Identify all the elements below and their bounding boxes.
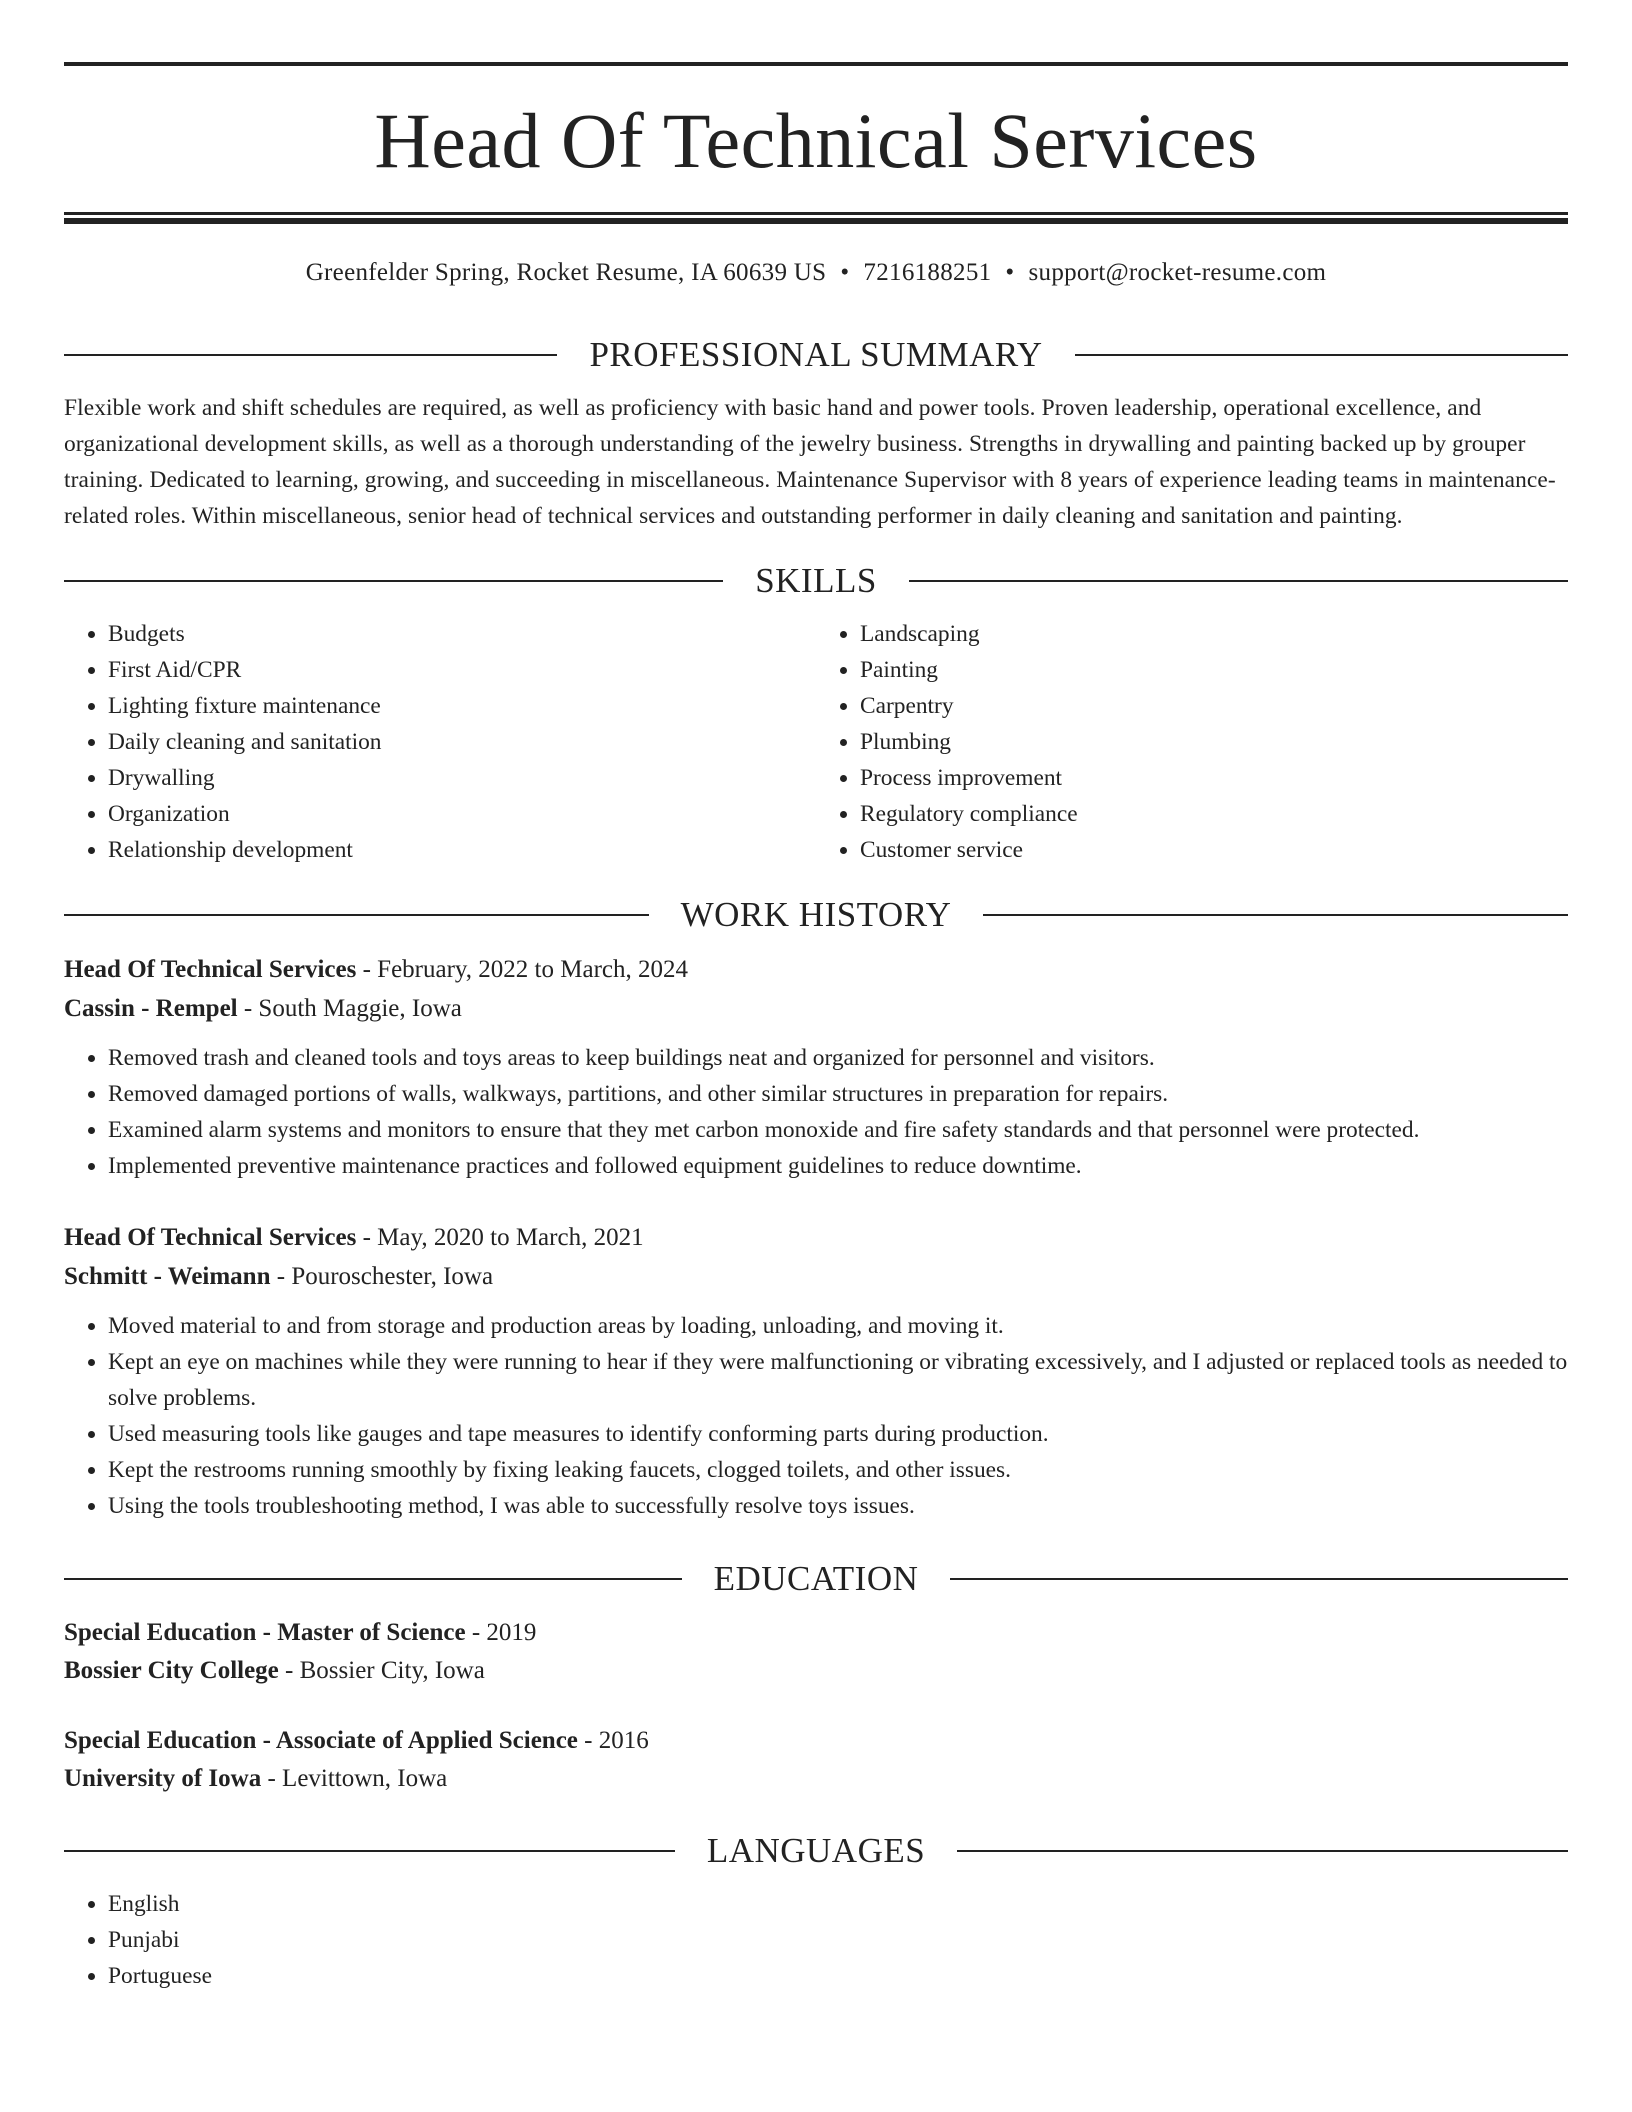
section-header-work [64, 894, 1568, 936]
section-rule-right [957, 1850, 1568, 1852]
language-item: • Portuguese [108, 1958, 1568, 1994]
skill-item: • Plumbing [860, 724, 1568, 760]
page-title: Head Of Technical Services [374, 97, 1258, 184]
top-rule [64, 62, 1568, 66]
job-title-line [64, 950, 1568, 989]
education-entry [64, 1722, 1568, 1798]
section-title-summary: PROFESSIONAL SUMMARY [589, 335, 1043, 374]
job-bullet: • Kept the restrooms running smoothly by fixing leaking faucets, clogged toilets, and other issues. [108, 1452, 1568, 1488]
contact-email: support@rocket-resume.com [1028, 259, 1327, 286]
skill-item: • Organization [108, 796, 816, 832]
education-entry [64, 1614, 1568, 1690]
header-double-rule [64, 212, 1568, 218]
education-school: Bossier City College [64, 1657, 279, 1684]
education-school: University of Iowa [64, 1765, 262, 1792]
job-dates: - February, 2022 to March, 2024 [356, 956, 688, 983]
education-degree-line [64, 1614, 1568, 1652]
section-rule-right [1075, 354, 1568, 356]
section-title-skills: SKILLS [755, 561, 877, 600]
job-company-line [64, 989, 1568, 1028]
languages-list [64, 1886, 1568, 1994]
job-bullet: • Kept an eye on machines while they were running to hear if they were malfunctioning or vibrating excessively, and I adjusted or replaced tools as needed to solve problems. [108, 1344, 1568, 1416]
job-company: Schmitt - Weimann [64, 1263, 271, 1290]
section-rule-right [983, 914, 1568, 916]
section-rule-right [950, 1578, 1568, 1580]
job-bullet: • Implemented preventive maintenance practices and followed equipment guidelines to reduce downtime. [108, 1148, 1568, 1184]
skill-item: • First Aid/CPR [108, 652, 816, 688]
contact-separator: • [1005, 259, 1015, 286]
education-location: - Bossier City, Iowa [278, 1657, 485, 1684]
job-company: Cassin - Rempel [64, 995, 238, 1022]
skill-item: • Lighting fixture maintenance [108, 688, 816, 724]
job-entry [64, 950, 1568, 1184]
contact-address: Greenfelder Spring, Rocket Resume, IA 60639 US [305, 259, 827, 286]
section-header-summary [64, 334, 1568, 376]
job-bullet: • Used measuring tools like gauges and tape measures to identify conforming parts during production. [108, 1416, 1568, 1452]
education-degree: Special Education - Master of Science [64, 1619, 466, 1646]
section-rule-left [64, 1850, 675, 1852]
section-rule-right [909, 580, 1568, 582]
skill-item: • Regulatory compliance [860, 796, 1568, 832]
section-rule-left [64, 354, 557, 356]
education-school-line [64, 1652, 1568, 1690]
job-bullet: • Moved material to and from storage and production areas by loading, unloading, and moving it. [108, 1308, 1568, 1344]
skills-list-left [64, 616, 816, 868]
skill-item: • Landscaping [860, 616, 1568, 652]
education-school-line [64, 1760, 1568, 1798]
education-year: - 2019 [465, 1619, 537, 1646]
job-company-line [64, 1257, 1568, 1296]
language-item: • English [108, 1886, 1568, 1922]
job-bullet: • Removed trash and cleaned tools and toys areas to keep buildings neat and organized for personnel and visitors. [108, 1040, 1568, 1076]
job-dates: - May, 2020 to March, 2021 [356, 1224, 644, 1251]
job-role: Head Of Technical Services [64, 956, 357, 983]
skills-list-right [816, 616, 1568, 868]
skill-item: • Daily cleaning and sanitation [108, 724, 816, 760]
contact-separator: • [840, 259, 850, 286]
section-rule-left [64, 1578, 682, 1580]
skill-item: • Relationship development [108, 832, 816, 868]
education-location: - Levittown, Iowa [261, 1765, 448, 1792]
section-title-work: WORK HISTORY [680, 895, 952, 934]
summary-text: Flexible work and shift schedules are required, as well as proficiency with basic hand and power tools. Proven leadership, operational excellence, and organizational development skills, as well as a thorough understanding of the jewelry business. Strengths in drywalling and painting backed up by grouper training. Dedicated to learning, growing, and succeeding in miscellaneous. Maintenance Supervisor with 8 years of experience leading teams in maintenance-related roles. Within miscellaneous, senior head of technical services and outstanding performer in daily cleaning and sanitation and painting. [64, 395, 1556, 529]
language-item: • Punjabi [108, 1922, 1568, 1958]
skill-item: • Process improvement [860, 760, 1568, 796]
job-bullets [64, 1308, 1568, 1524]
section-rule-left [64, 580, 723, 582]
section-title-languages: LANGUAGES [706, 1831, 926, 1870]
job-title-line [64, 1218, 1568, 1257]
section-header-education [64, 1558, 1568, 1600]
education-degree-line [64, 1722, 1568, 1760]
skill-item: • Painting [860, 652, 1568, 688]
job-entry [64, 1218, 1568, 1524]
section-title-education: EDUCATION [713, 1559, 919, 1598]
job-role: Head Of Technical Services [64, 1224, 357, 1251]
job-bullets [64, 1040, 1568, 1184]
job-bullet: • Examined alarm systems and monitors to ensure that they met carbon monoxide and fire safety standards and that personnel were protected. [108, 1112, 1568, 1148]
job-bullet: • Removed damaged portions of walls, walkways, partitions, and other similar structures in preparation for repairs. [108, 1076, 1568, 1112]
section-header-skills [64, 560, 1568, 602]
job-location: - Pouroschester, Iowa [270, 1263, 494, 1290]
skill-item: • Customer service [860, 832, 1568, 868]
skill-item: • Drywalling [108, 760, 816, 796]
skill-item: • Budgets [108, 616, 816, 652]
skill-item: • Carpentry [860, 688, 1568, 724]
contact-line [64, 258, 1568, 288]
section-rule-left [64, 914, 649, 916]
education-year: - 2016 [577, 1727, 649, 1754]
skills-columns [64, 616, 1568, 868]
contact-phone: 7216188251 [863, 259, 992, 286]
education-degree: Special Education - Associate of Applied Science [64, 1727, 578, 1754]
job-bullet: • Using the tools troubleshooting method, I was able to successfully resolve toys issues. [108, 1488, 1568, 1524]
section-header-languages [64, 1830, 1568, 1872]
job-location: - South Maggie, Iowa [237, 995, 462, 1022]
